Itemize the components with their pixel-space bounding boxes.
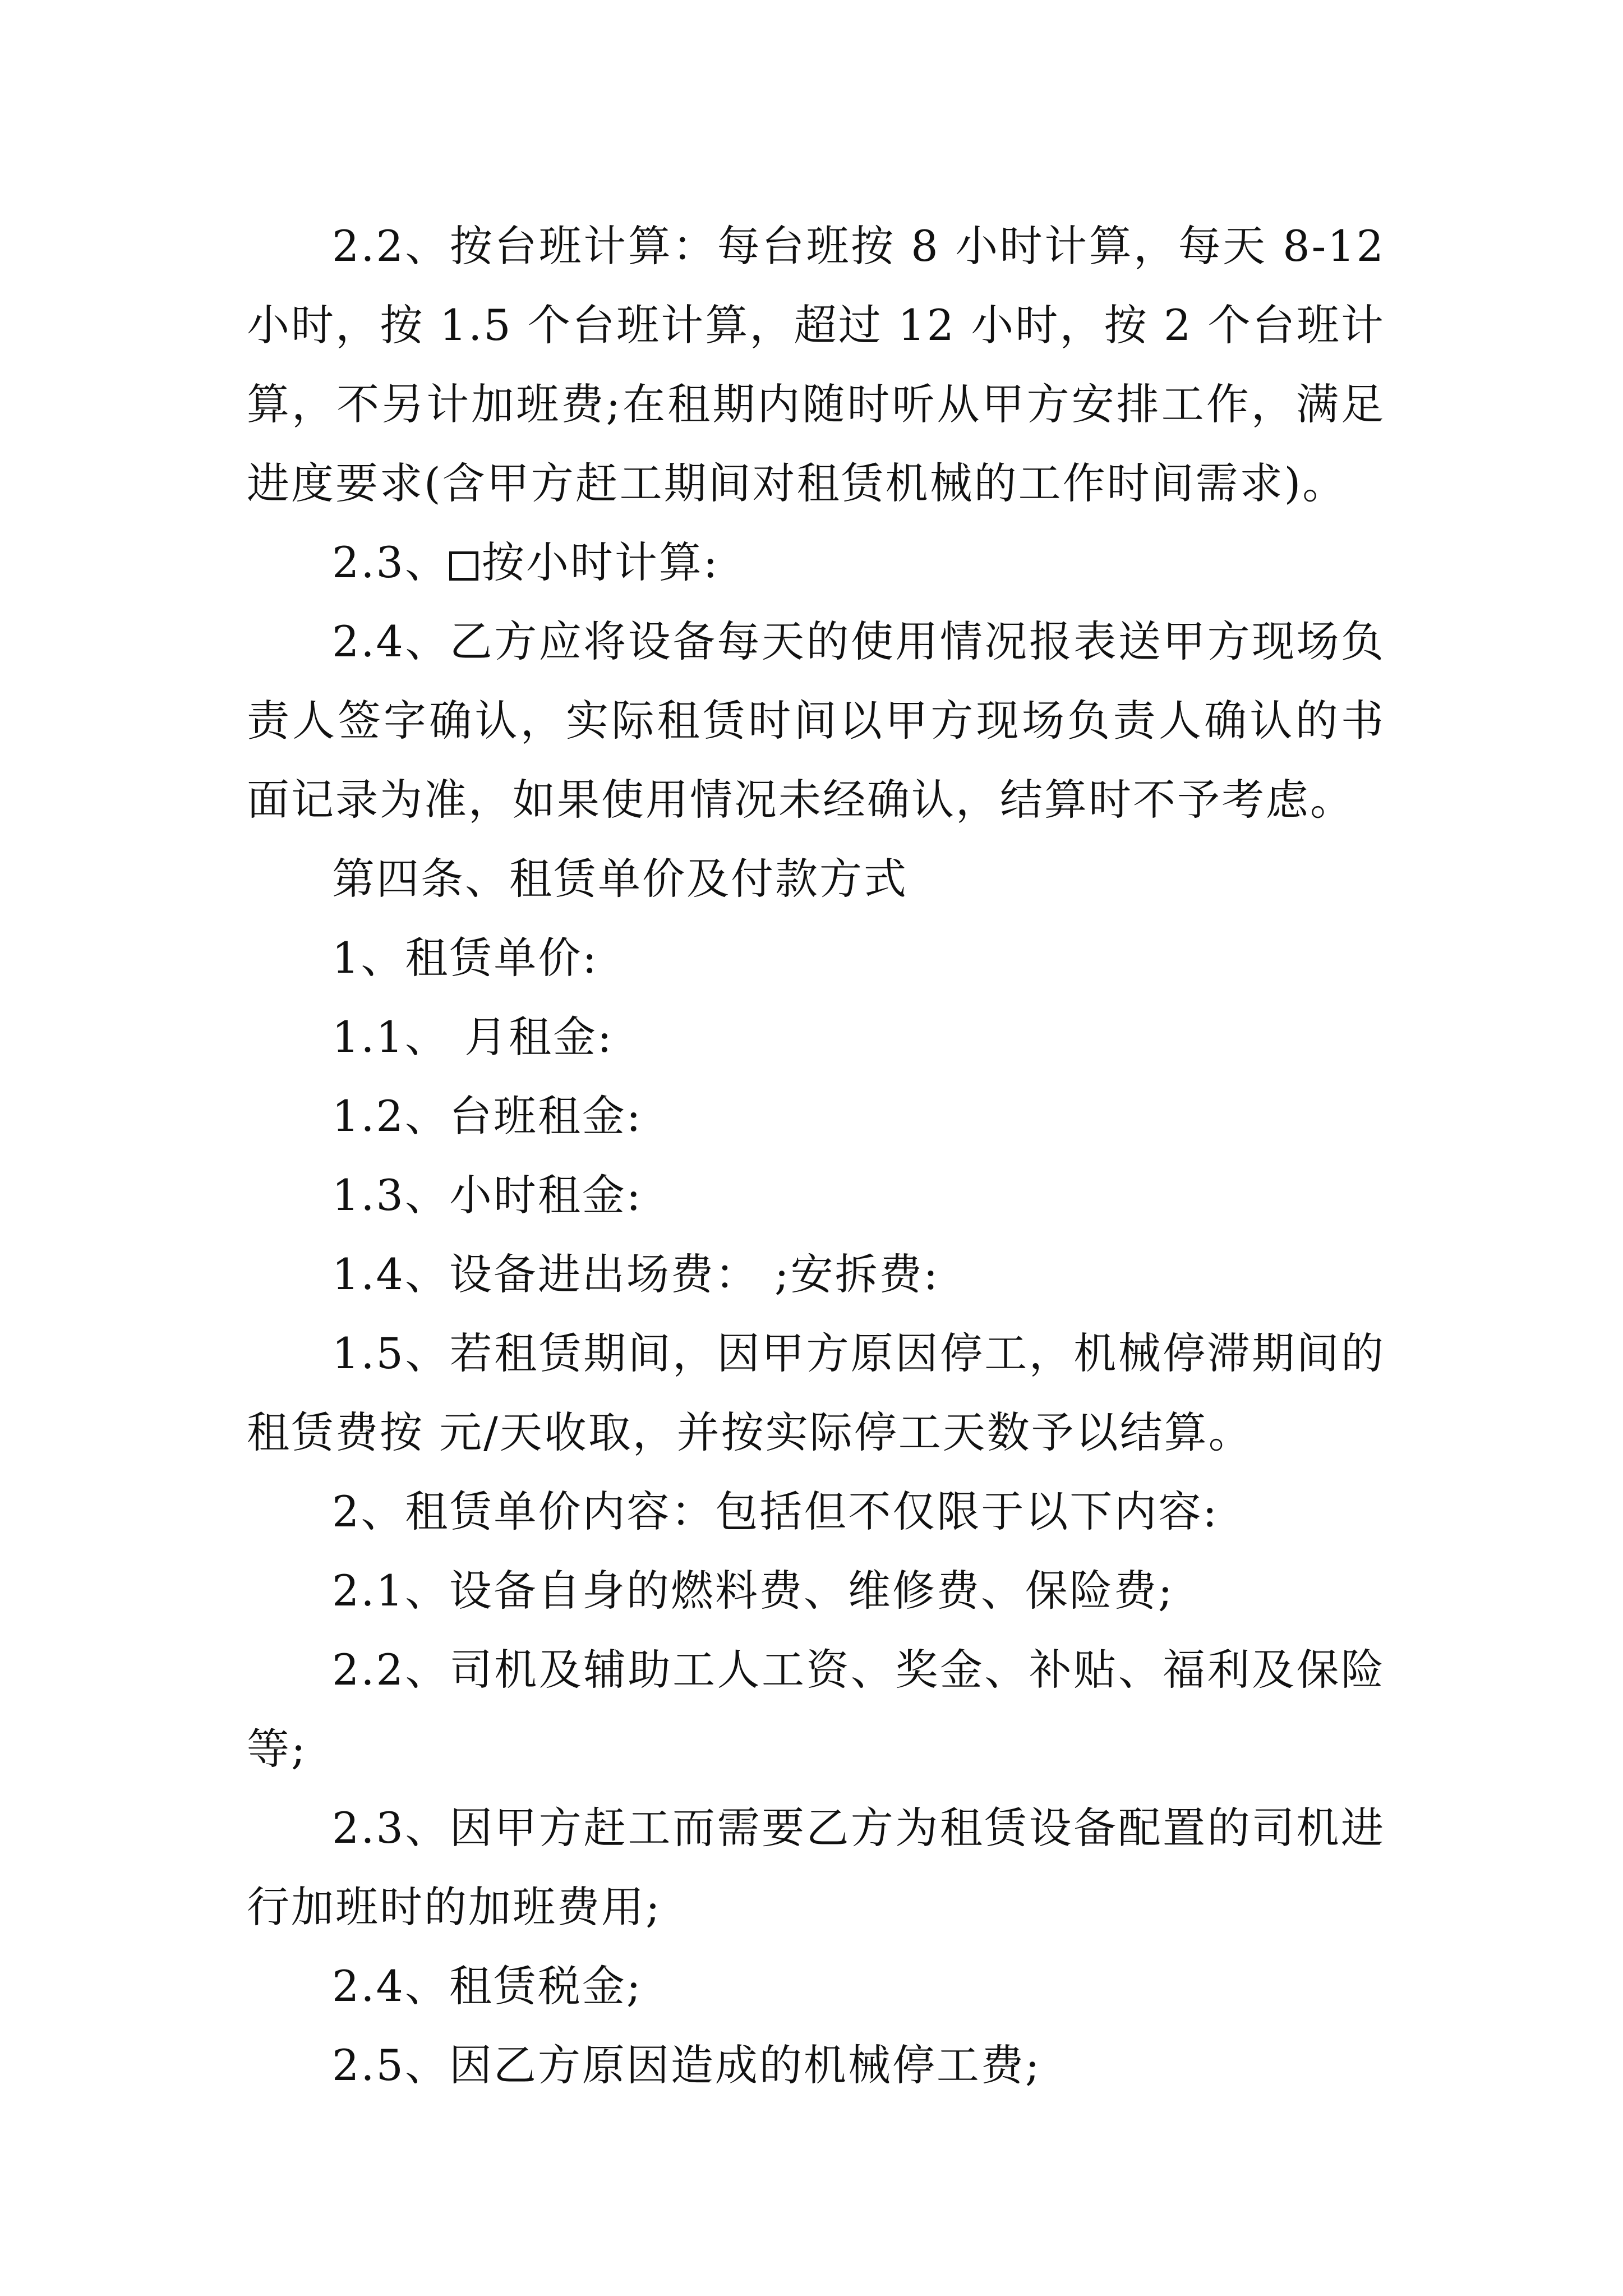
paragraph-2-4-usage-report: 2.4、乙方应将设备每天的使用情况报表送甲方现场负责人签字确认，实际租赁时间以甲方现场负责人确认的书面记录为准，如果使用情况未经确认，结算时不予考虑。 bbox=[247, 616, 1385, 825]
document-body bbox=[247, 206, 1385, 2105]
paragraph-2-1-fuel-maintenance: 2.1、设备自身的燃料费、维修费、保险费; bbox=[332, 1566, 1174, 1616]
paragraph-2-5-stoppage: 2.5、因乙方原因造成的机械停工费; bbox=[332, 2040, 1041, 2090]
paragraph-2-4-tax: 2.4、租赁税金; bbox=[332, 1961, 643, 2011]
paragraph-2-3-overtime: 2.3、因甲方赶工而需要乙方为租赁设备配置的司机进行加班时的加班费用; bbox=[247, 1803, 1385, 1932]
paragraph-2-2-shift-billing: 2.2、按台班计算：每台班按 8 小时计算，每天 8-12 小时，按 1.5 个台班计算，超过 12 小时，按 2 个台班计算，不另计加班费;在租期内随时听从甲方安排工作，满足进度要求(含甲方赶工期间对租赁机械的工作时间需求)。 bbox=[247, 221, 1385, 508]
paragraph-2-3-hourly-billing bbox=[247, 523, 1385, 602]
paragraph-1-2-shift-rent: 1.2、台班租金: bbox=[332, 1091, 643, 1141]
paragraph-1-unit-price: 1、租赁单价: bbox=[332, 933, 598, 983]
paragraph-1-1-monthly-rent: 1.1、 月租金: bbox=[332, 1012, 614, 1062]
paragraph-1-3-hourly-rent: 1.3、小时租金: bbox=[332, 1170, 643, 1220]
paragraph-2-2-wages: 2.2、司机及辅助工人工资、奖金、补贴、福利及保险等; bbox=[247, 1645, 1385, 1774]
paragraph-2-price-contents: 2、租赁单价内容：包括但不仅限于以下内容: bbox=[332, 1487, 1219, 1536]
clause-text: 按小时计算: bbox=[481, 537, 720, 587]
paragraph-1-5-stoppage-fee: 1.5、若租赁期间，因甲方原因停工，机械停滞期间的租赁费按 元/天收取，并按实际停工天数予以结算。 bbox=[247, 1328, 1385, 1457]
checkbox-icon bbox=[449, 551, 478, 581]
clause-number: 2.3、 bbox=[332, 537, 449, 587]
paragraph-1-4-entry-exit-fee: 1.4、设备进出场费： ;安拆费: bbox=[332, 1249, 940, 1299]
article-4-heading: 第四条、租赁单价及付款方式 bbox=[332, 854, 908, 904]
